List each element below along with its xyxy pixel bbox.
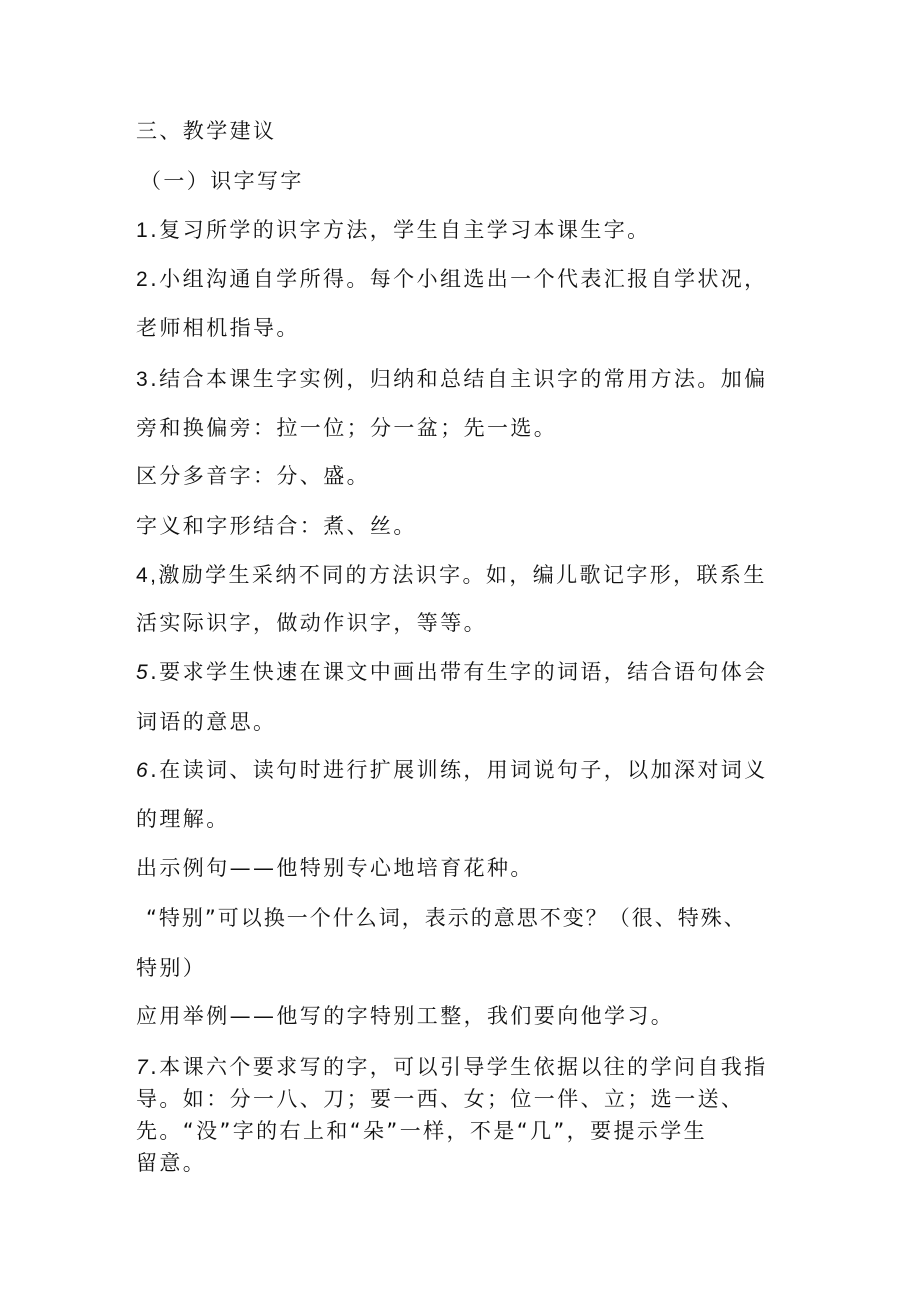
list-item: [136, 562, 767, 589]
item-text: .要求学生快速在课文中画出带有生字的词语，结合语句体会: [150, 660, 768, 684]
list-item: [136, 266, 768, 293]
question-line: “特别”可以换一个什么词，表示的意思不变？（很、特殊、: [146, 906, 747, 930]
item-text: .复习所学的识字方法，学生自主学习本课生字。: [150, 218, 651, 242]
item-number: 2: [136, 268, 151, 291]
item-text: .结合本课生字实例，归纳和总结自主识字的常用方法。加偏: [150, 367, 768, 391]
item-continuation: 老师相机指导。: [136, 316, 300, 340]
item-number: 4,: [136, 564, 159, 587]
meaning-shape-line: 字义和字形结合：煮、丝。: [136, 514, 417, 538]
example-sentence: 出示例句——他特别专心地培育花种。: [136, 856, 534, 880]
item-number: 5: [136, 661, 151, 684]
subsection-heading: （一）识字写字: [140, 169, 304, 193]
section-heading: 三、教学建议: [136, 119, 277, 143]
item-text: .小组沟通自学所得。每个小组选出一个代表汇报自学状况，: [150, 267, 768, 291]
list-item: [136, 1054, 768, 1081]
item-number: 6: [136, 759, 151, 782]
item-text: .本课六个要求写的字，可以引导学生依据以往的学问自我指: [150, 1055, 768, 1079]
item-number: 1: [136, 219, 151, 242]
item-continuation: 留意。: [136, 1151, 207, 1175]
item-continuation: 旁和换偏旁：拉一位；分一盆；先一选。: [136, 416, 558, 440]
application-line: 应用举例——他写的字特别工整，我们要向他学习。: [136, 1004, 675, 1028]
item-continuation: 先。“没”字的右上和“朵”一样，不是“几”，要提示学生: [136, 1119, 708, 1143]
item-continuation: 的理解。: [136, 807, 230, 831]
item-text: .在读词、读句时进行扩展训练，用词说句子，以加深对词义: [150, 758, 768, 782]
item-text: 激励学生采纳不同的方法识字。如，编儿歌记字形，联系生: [158, 563, 767, 587]
item-continuation: 活实际识字，做动作识字，等等。: [136, 611, 487, 635]
item-number: 7: [136, 1056, 151, 1079]
polyphone-line: 区分多音字：分、盛。: [136, 464, 370, 488]
list-item: [136, 366, 768, 393]
item-continuation: 词语的意思。: [136, 710, 277, 734]
item-continuation: 导。如：分一八、刀；要一西、女；位一伴、立；选一送、: [136, 1087, 745, 1111]
question-line-end: 特别）: [136, 956, 207, 980]
list-item: [136, 659, 768, 686]
list-item: [136, 757, 768, 784]
list-item: [136, 217, 651, 244]
item-number: 3: [136, 368, 151, 391]
